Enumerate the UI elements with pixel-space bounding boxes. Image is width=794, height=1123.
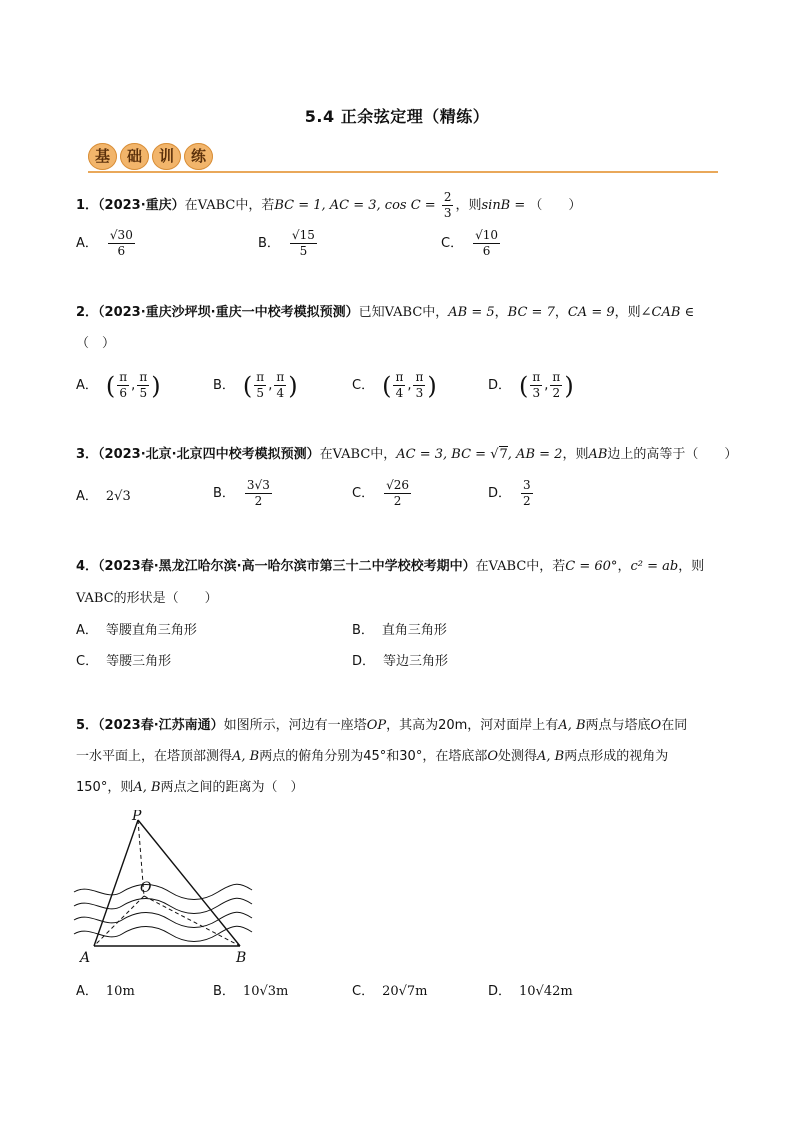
option-b[interactable]: B． $\frac{3√3}{2}$ xyxy=(213,478,270,508)
river-wave xyxy=(74,884,252,899)
option-a[interactable]: A． $\frac{√30}{6}$ xyxy=(76,228,133,258)
section-badge xyxy=(88,143,213,171)
option-c[interactable]: C． 20√7m xyxy=(352,984,428,999)
page-title: 5.4 正余弦定理（精练） xyxy=(304,107,490,126)
edge-PA xyxy=(94,820,138,946)
option-d[interactable]: D． 10√42m xyxy=(488,984,573,999)
section-divider xyxy=(88,171,718,173)
option-a[interactable]: A． 等腰直角三角形 xyxy=(76,623,197,638)
question-3-stem: 3．（2023·北京·北京四中校考模拟预测）在VABC中，AC = 3, BC = √7, AB = 2，则AB边上的高等于（ ） xyxy=(76,447,738,462)
option-b[interactable]: B． 直角三角形 xyxy=(352,623,447,638)
option-b[interactable]: B． 10√3m xyxy=(213,984,289,999)
question-5-stem-line3: 150°，则A, B两点之间的距离为（ ） xyxy=(76,780,304,795)
question-2-stem: 2．（2023·重庆沙坪坝·重庆一中校考模拟预测）已知VABC中，AB = 5，BC = 7，CA = 9，则∠CAB ∈ xyxy=(76,305,695,320)
option-d[interactable]: D． $\frac{3}{2}$ xyxy=(488,478,531,508)
option-a[interactable]: A． 2√3 xyxy=(76,489,131,504)
badge-char: 基 xyxy=(88,143,117,170)
option-c[interactable]: C． 等腰三角形 xyxy=(76,654,172,669)
tower-river-figure xyxy=(70,810,260,970)
question-4-stem-line2: VABC的形状是（ ） xyxy=(76,591,218,606)
option-c[interactable]: C． ( $\frac{\pi}{4}$ , $\frac{\pi}{3}$ ) xyxy=(352,370,437,400)
option-a[interactable]: A． 10m xyxy=(76,984,135,999)
option-c[interactable]: C． $\frac{√10}{6}$ xyxy=(441,228,498,258)
badge-char: 练 xyxy=(184,143,213,170)
question-number: 1． xyxy=(76,198,99,213)
label-P: P xyxy=(132,810,142,824)
option-b[interactable]: B． $\frac{√15}{5}$ xyxy=(258,228,315,258)
label-A: A xyxy=(80,950,91,966)
question-1-stem: 1．（2023·重庆）在VABC中，若BC = 1, AC = 3, cos C = $\frac{2}{3}$ ，则sinB = （ ） xyxy=(76,190,582,220)
badge-char: 础 xyxy=(120,143,149,170)
option-d[interactable]: D． ( $\frac{\pi}{3}$ , $\frac{\pi}{2}$ ) xyxy=(488,370,574,400)
option-c[interactable]: C． $\frac{√26}{2}$ xyxy=(352,478,409,508)
option-d[interactable]: D． 等边三角形 xyxy=(352,654,449,669)
badge-char: 训 xyxy=(152,143,181,170)
option-b[interactable]: B． ( $\frac{\pi}{5}$ , $\frac{\pi}{4}$ ) xyxy=(213,370,298,400)
edge-OB xyxy=(144,896,240,946)
question-source: （2023·重庆） xyxy=(98,198,185,213)
option-a[interactable]: A． ( $\frac{\pi}{6}$ , $\frac{\pi}{5}$ ) xyxy=(76,370,161,400)
label-B: B xyxy=(236,950,247,966)
fraction: $\frac{2}{3}$ xyxy=(443,190,452,220)
question-5-stem: 5．（2023春·江苏南通）如图所示，河边有一座塔OP，其高为20m，河对面岸上有A, B两点与塔底O在同 xyxy=(76,718,688,733)
question-5-stem-line2: 一水平面上，在塔顶部测得A, B两点的俯角分别为45°和30°，在塔底部O处测得A, B两点形成的视角为 xyxy=(76,749,669,764)
question-2-answer-bracket: （ ） xyxy=(76,336,116,351)
label-O: O xyxy=(140,880,152,896)
question-4-stem: 4．（2023春·黑龙江哈尔滨·高一哈尔滨市第三十二中学校校考期中）在VABC中，若C = 60°，c² = ab，则 xyxy=(76,559,705,574)
